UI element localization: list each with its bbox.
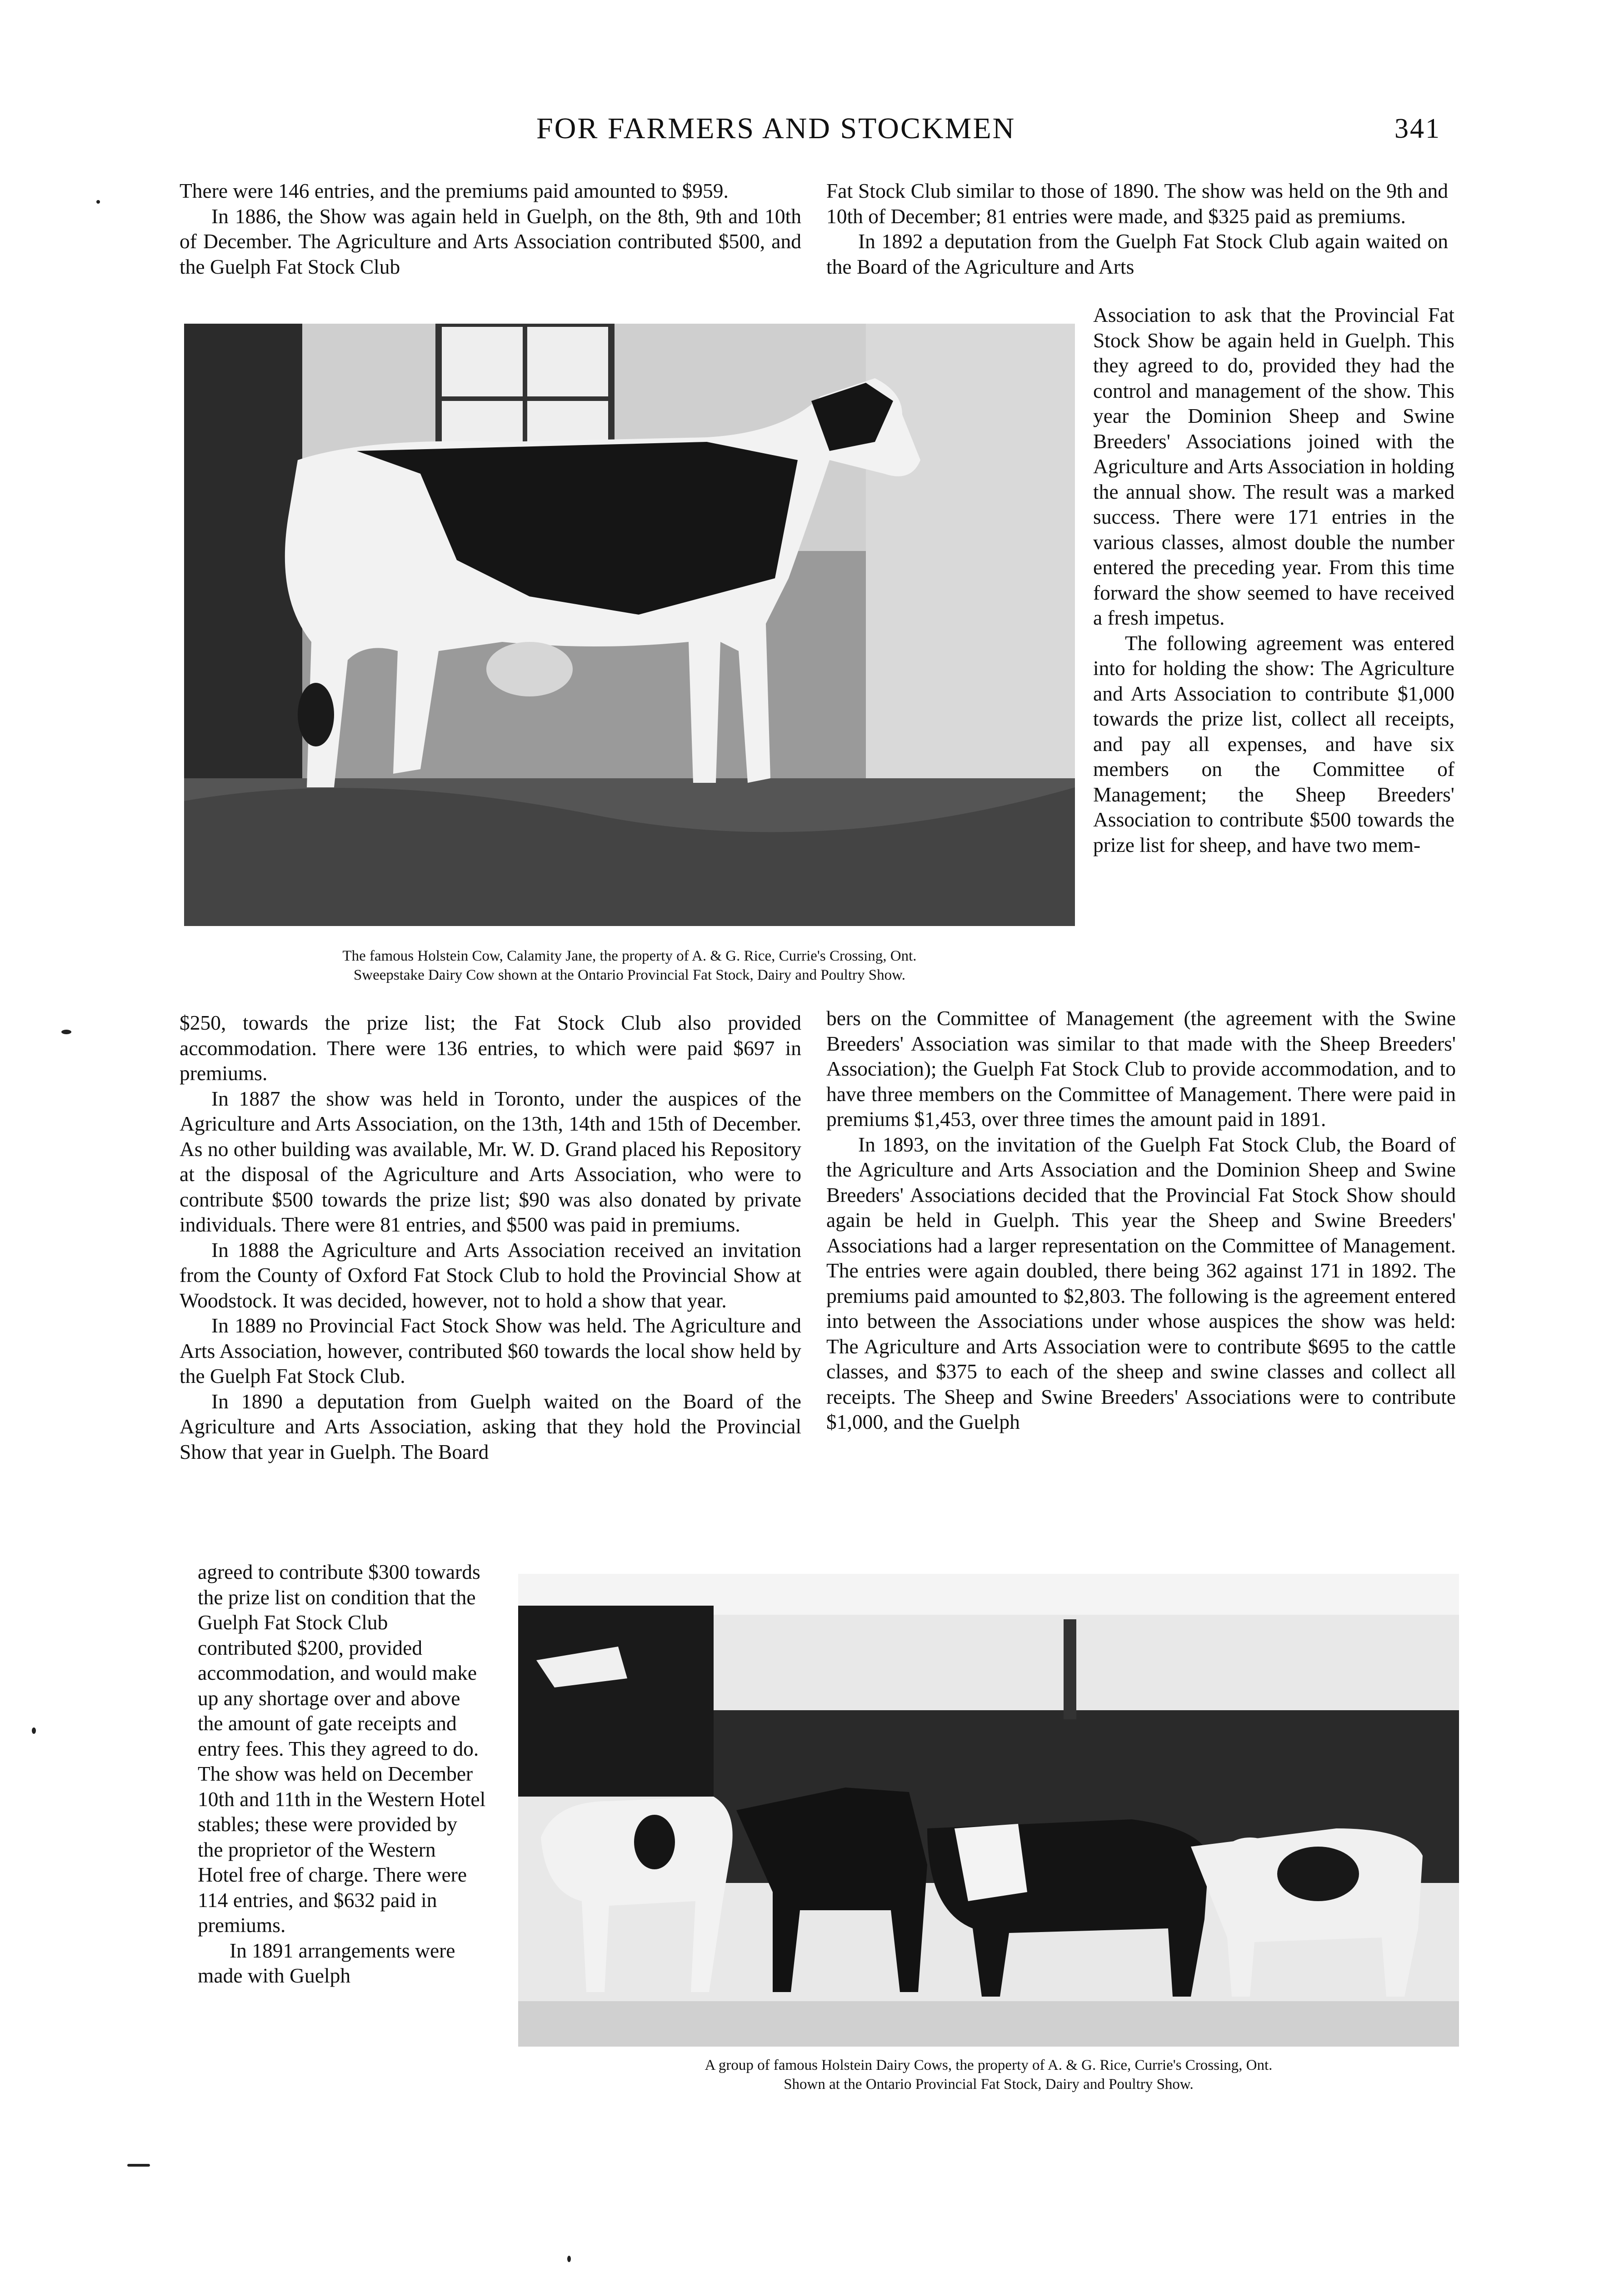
left-middle-text xyxy=(180,1010,801,1464)
right-top-text xyxy=(826,178,1448,279)
paragraph: In 1891 arrangements were made with Guelph xyxy=(198,1938,455,1987)
cow-illustration xyxy=(184,324,1075,926)
paragraph: In 1893, on the invitation of the Guelph Fat Stock Club, the Board of the Agriculture and Arts Association and the Dominion Sheep and Swine Breeders' Associations decided that the Provincial Fat Stock Show should again be held in Guelph. This year the Sheep and Swine Breeders' Associations had a larger representation on the Committee of Management. The entries were again doubled, there being 362 against 171 in 1892. The premiums paid amounted to $2,803. The following is the agreement entered into between the Associations under whose auspices the show was held: The Agriculture and Arts Association were to contribute $695 to the cattle classes, and $375 to each of the sheep and swine classes and collect all receipts. The Sheep and Swine Breeders' Associations were to contribute $1,000, and the Guelph xyxy=(826,1132,1456,1433)
margin-speck xyxy=(96,200,100,204)
left-top-text xyxy=(180,178,801,279)
paragraph: Fat Stock Club similar to those of 1890. The show was held on the 9th and 10th of December; 81 entries were made, and $325 paid as premiums. xyxy=(826,179,1448,228)
running-title: FOR FARMERS AND STOCKMEN xyxy=(536,112,1016,145)
caption-line: Shown at the Ontario Provincial Fat Stock, Dairy and Poultry Show. xyxy=(784,2076,1194,2093)
margin-speck xyxy=(127,2164,150,2167)
paragraph: Association to ask that the Provincial Fat Stock Show be again held in Guelph. This they agreed to do, provided they had the control and management of the show. This year the Dominion Sheep and Swine Breeders' Associations joined with the Agriculture and Arts Association in holding the annual show. The result was a marked success. There were 171 entries in the various classes, almost double the number entered the preceding year. From this time forward the show seemed to have received a fresh impetus. xyxy=(1093,303,1454,629)
beside-cow-text xyxy=(1093,302,1454,857)
group-caption xyxy=(518,2056,1459,2094)
margin-speck xyxy=(61,1030,71,1034)
page-number: 341 xyxy=(1394,113,1441,144)
paragraph: agreed to contribute $300 towards the prize list on condition that the Guelph Fat Stock Club contributed $200, provided accommodation, and would make up any shortage over and above the amount of gate receipts and entry fees. This they agreed to do. The show was held on December 10th and 11th in the Western Hotel stables; these were provided by the proprietor of the Western Hotel free of charge. There were 114 entries, and $632 paid in premiums. xyxy=(198,1560,486,1937)
cows-group-illustration xyxy=(518,1574,1459,2047)
paragraph: There were 146 entries, and the premiums paid amounted to $959. xyxy=(180,179,729,202)
paragraph: bers on the Committee of Management (the agreement with the Swine Breeders' Association was similar to that made with the Sheep Breeders' Association); the Guelph Fat Stock Club to provide accommodation, and to have three members on the Committee of Management. There were paid in premiums $1,453, over three times the amount paid in 1891. xyxy=(826,1006,1456,1131)
caption-line: Sweepstake Dairy Cow shown at the Ontario Provincial Fat Stock, Dairy and Poultry Show. xyxy=(353,967,906,983)
paragraph: In 1887 the show was held in Toronto, under the auspices of the Agriculture and Arts Association, on the 13th, 14th and 15th of December. As no other building was available, Mr. W. D. Grand placed his Repository at the disposal of the Agriculture and Arts Association, who were to contribute $500 towards the prize list; $90 was also donated by private individuals. There were 81 entries, and $500 was paid in premiums. xyxy=(180,1086,801,1236)
paragraph: In 1888 the Agriculture and Arts Association received an invitation from the County of Oxford Fat Stock Club to hold the Provincial Show at Woodstock. It was decided, however, not to hold a show that year. xyxy=(180,1238,801,1312)
paragraph: In 1886, the Show was again held in Guelph, on the 8th, 9th and 10th of December. The Agriculture and Arts Association contributed $500, and the Guelph Fat Stock Club xyxy=(180,204,801,278)
margin-speck xyxy=(32,1727,36,1734)
holstein-cow-photo xyxy=(184,324,1075,926)
holstein-group-photo xyxy=(518,1574,1459,2047)
paragraph: In 1890 a deputation from Guelph waited on the Board of the Agriculture and Arts Association, asking that they hold the Provincial Show that year in Guelph. The Board xyxy=(180,1389,801,1463)
caption-line: The famous Holstein Cow, Calamity Jane, the property of A. & G. Rice, Currie's Crossing, Ont. xyxy=(342,948,917,964)
caption-line: A group of famous Holstein Dairy Cows, the property of A. & G. Rice, Currie's Crossing, Ont. xyxy=(705,2057,1273,2073)
margin-speck xyxy=(567,2256,571,2262)
cow-caption xyxy=(184,946,1075,985)
paragraph: In 1892 a deputation from the Guelph Fat Stock Club again waited on the Board of the Agriculture and Arts xyxy=(826,230,1448,278)
left-bottom-text xyxy=(198,1559,486,1988)
right-middle-text xyxy=(826,1006,1456,1435)
paragraph: In 1889 no Provincial Fact Stock Show was held. The Agriculture and Arts Association, however, contributed $60 towards the local show held by the Guelph Fat Stock Club. xyxy=(180,1314,801,1387)
paragraph: $250, towards the prize list; the Fat Stock Club also provided accommodation. There were 136 entries, to which were paid $697 in premiums. xyxy=(180,1011,801,1085)
paragraph: The following agreement was entered into for holding the show: The Agriculture and Arts Association to contribute $1,000 towards the prize list, collect all receipts, and pay all expenses, and have six members on the Committee of Management; the Sheep Breeders' Association to contribute $500 towards the prize list for sheep, and have two mem- xyxy=(1093,631,1454,856)
